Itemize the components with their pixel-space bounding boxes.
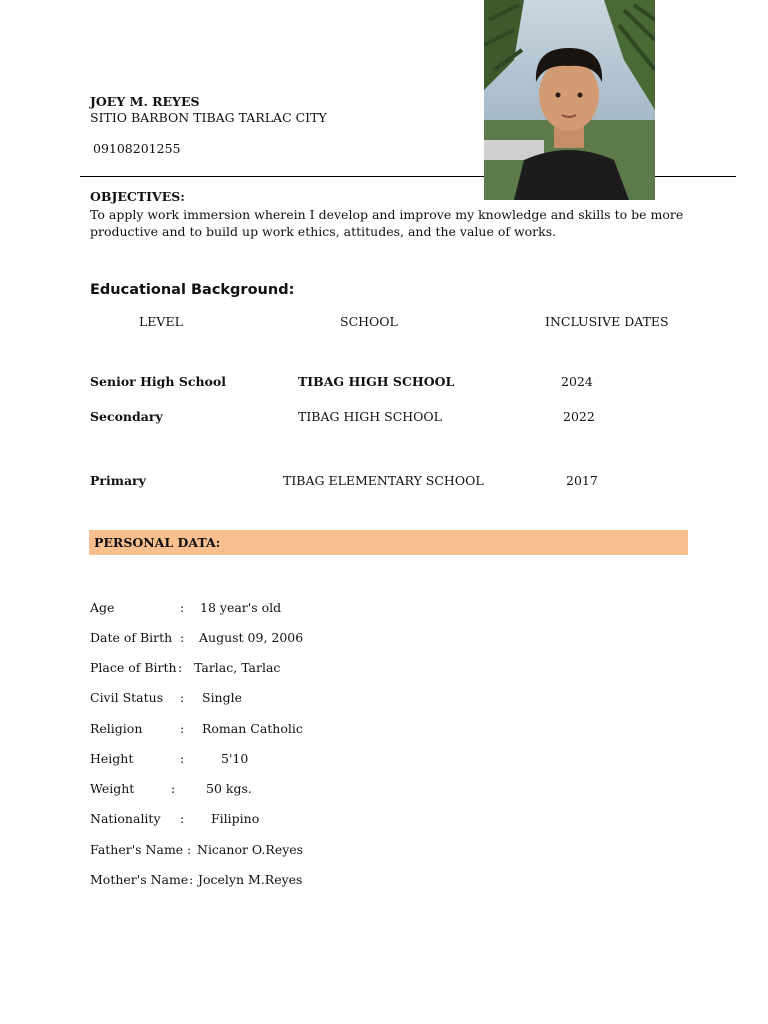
education-date: 2017	[566, 473, 598, 488]
column-header-dates: INCLUSIVE DATES	[545, 314, 669, 329]
separator: :	[180, 811, 185, 826]
separator: :	[178, 660, 183, 675]
profile-photo	[484, 0, 655, 200]
personal-data-heading: PERSONAL DATA:	[94, 535, 221, 550]
phone-number: 09108201255	[93, 141, 181, 156]
personal-label: Nationality	[90, 811, 161, 826]
separator: :	[180, 751, 185, 766]
education-school: TIBAG ELEMENTARY SCHOOL	[283, 473, 484, 488]
education-level: Senior High School	[90, 374, 226, 389]
personal-value: Nicanor O.Reyes	[197, 842, 304, 857]
objectives-heading: OBJECTIVES:	[90, 189, 185, 204]
education-level: Primary	[90, 473, 146, 488]
separator: :	[171, 781, 176, 796]
education-level: Secondary	[90, 409, 163, 424]
personal-label: Age	[90, 600, 115, 615]
personal-value: Roman Catholic	[202, 721, 303, 736]
separator: :	[180, 690, 185, 705]
education-heading: Educational Background:	[90, 282, 295, 298]
personal-value: 50 kgs.	[206, 781, 252, 796]
personal-value: Jocelyn M.Reyes	[198, 872, 303, 887]
separator: :	[180, 721, 185, 736]
separator: :	[189, 872, 194, 887]
personal-label: Mother's Name	[90, 872, 189, 887]
personal-value: Tarlac, Tarlac	[194, 660, 281, 675]
personal-label: Civil Status	[90, 690, 164, 705]
education-school: TIBAG HIGH SCHOOL	[298, 374, 455, 389]
personal-label: Weight	[90, 781, 135, 796]
education-date: 2022	[563, 409, 595, 424]
personal-value: 5'10	[221, 751, 249, 766]
address: SITIO BARBON TIBAG TARLAC CITY	[90, 110, 327, 125]
education-school: TIBAG HIGH SCHOOL	[298, 409, 442, 424]
personal-label: Religion	[90, 721, 143, 736]
separator: :	[187, 842, 192, 857]
personal-value: 18 year's old	[200, 600, 282, 615]
personal-data-band	[89, 530, 688, 555]
separator: :	[180, 600, 185, 615]
personal-value: Filipino	[211, 811, 260, 826]
personal-value: Single	[202, 690, 243, 705]
personal-label: Father's Name	[90, 842, 184, 857]
education-date: 2024	[561, 374, 593, 389]
personal-label: Height	[90, 751, 134, 766]
applicant-name: JOEY M. REYES	[90, 94, 200, 109]
personal-label: Place of Birth	[90, 660, 177, 675]
column-header-school: SCHOOL	[340, 314, 398, 329]
separator: :	[180, 630, 185, 645]
personal-value: August 09, 2006	[199, 630, 304, 645]
personal-label: Date of Birth	[90, 630, 173, 645]
column-header-level: LEVEL	[139, 314, 183, 329]
objectives-text: To apply work immersion wherein I develop and improve my knowledge and skills to be more productive and to build up work ethics, attitudes, and the value of works.	[90, 207, 684, 239]
